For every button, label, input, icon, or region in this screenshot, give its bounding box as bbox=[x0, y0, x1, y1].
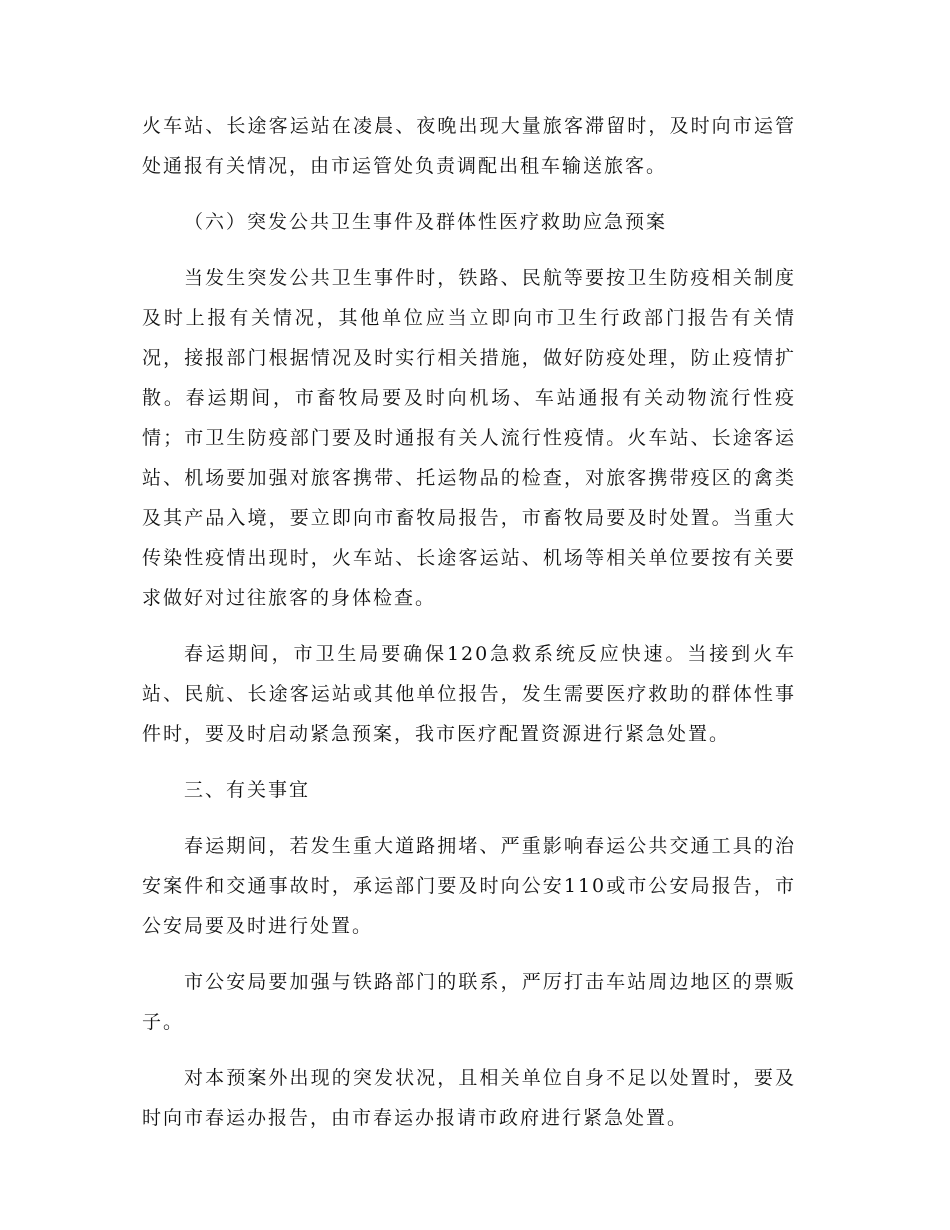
section-heading-related-matters: 三、有关事宜 bbox=[184, 779, 311, 801]
section-heading-public-health-emergency: （六）突发公共卫生事件及群体性医疗救助应急预案 bbox=[184, 211, 668, 233]
paragraph-120-emergency-system: 春运期间，市卫生局要确保120急救系统反应快速。当接到火车站、民航、长途客运站或其他单位报告，发生需要医疗救助的群体性事件时，要及时启动紧急预案，我市医疗配置资源进行紧急处置。 bbox=[142, 643, 796, 745]
document-body bbox=[142, 106, 796, 1154]
paragraph-road-congestion-security: 春运期间，若发生重大道路拥堵、严重影响春运公共交通工具的治安案件和交通事故时，承运部门要及时向公安110或市公安局报告，市公安局要及时进行处置。 bbox=[142, 835, 796, 937]
paragraph-train-station-stranded-passengers: 火车站、长途客运站在凌晨、夜晚出现大量旅客滞留时，及时向市运管处通报有关情况，由市运管处负责调配出租车输送旅客。 bbox=[142, 115, 796, 177]
paragraph-ticket-scalpers: 市公安局要加强与铁路部门的联系，严厉打击车站周边地区的票贩子。 bbox=[142, 971, 796, 1033]
paragraph-public-health-event-procedures: 当发生突发公共卫生事件时，铁路、民航等要按卫生防疫相关制度及时上报有关情况，其他单位应当立即向市卫生行政部门报告有关情况，接报部门根据情况及时实行相关措施，做好防疫处理，防止疫情扩散。春运期间，市畜牧局要及时向机场、车站通报有关动物流行性疫情；市卫生防疫部门要及时通报有关人流行性疫情。火车站、长途客运站、机场要加强对旅客携带、托运物品的检查，对旅客携带疫区的禽类及其产品入境，要立即向市畜牧局报告，市畜牧局要及时处置。当重大传染性疫情出现时，火车站、长途客运站、机场等相关单位要按有关要求做好对过往旅客的身体检查。 bbox=[142, 267, 796, 609]
paragraph-unforeseen-situations: 对本预案外出现的突发状况，且相关单位自身不足以处置时，要及时向市春运办报告，由市春运办报请市政府进行紧急处置。 bbox=[142, 1067, 796, 1129]
